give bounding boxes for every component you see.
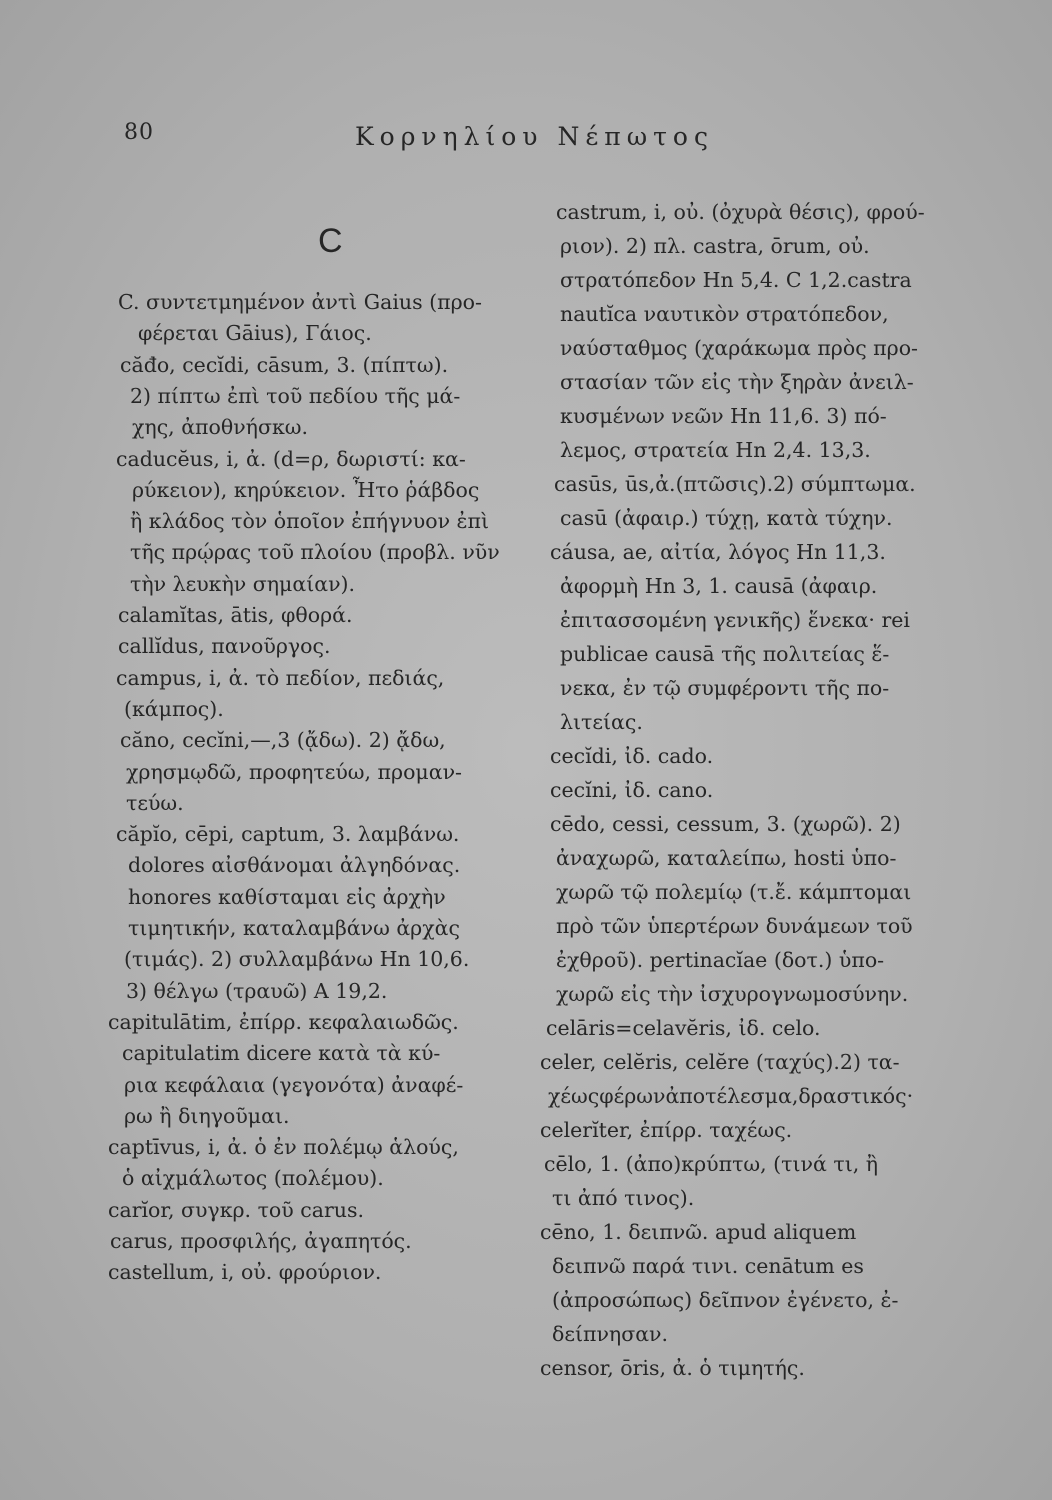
text-line: publicae causā τῆς πολιτείας ἕ-: [560, 642, 890, 666]
text-line: (ἀπροσώπως) δεῖπνον ἐγένετο, ἐ-: [552, 1288, 899, 1312]
text-line: căno, cecĭni,—,3 (ᾄδω). 2) ᾄδω,: [120, 728, 446, 753]
text-line: capitulātim, ἐπίρρ. κεφαλαιωδῶς.: [108, 1009, 459, 1034]
text-line: χης, ἀποθνήσκω.: [132, 415, 309, 440]
text-line: honores καθίσταμαι εἰς ἀρχὴν: [128, 884, 446, 909]
text-line: ὁ αἰχμάλωτος (πολέμου).: [122, 1166, 384, 1191]
text-line: λεμος, στρατεία Hn 2,4. 13,3.: [560, 438, 871, 462]
text-line: στρατόπεδον Hn 5,4. C 1,2.castra: [560, 268, 912, 292]
text-line: celer, celĕris, celĕre (ταχύς).2) τα-: [540, 1050, 900, 1074]
text-line: calamĭtas, ātis, φθορά.: [118, 603, 353, 627]
text-line: δείπνησαν.: [552, 1322, 669, 1346]
text-line: cēlo, 1. (ἀπο)κρύπτω, (τινά τι, ἢ: [544, 1152, 879, 1176]
text-line: nautĭca ναυτικὸν στρατόπεδον,: [560, 302, 889, 326]
text-line: πρὸ τῶν ὑπερτέρων δυνάμεων τοῦ: [556, 914, 913, 938]
text-line: ρύκειον), κηρύκειον. Ἦτο ῥάβδος: [132, 477, 480, 502]
text-line: ρια κεφάλαια (γεγονότα) ἀναφέ-: [124, 1072, 464, 1097]
text-line: cáusa, ae, αἰτία, λόγος Hn 11,3.: [550, 540, 886, 564]
text-line: carĭor, συγκρ. τοῦ carus.: [108, 1197, 364, 1222]
text-line: capitulatim dicere κατὰ τὰ κύ-: [122, 1041, 441, 1066]
text-line: censor, ōris, ἀ. ὁ τιμητής.: [540, 1356, 805, 1380]
text-line: ριον). 2) πλ. castra, ōrum, οὐ.: [560, 234, 870, 258]
text-line: (τιμάς). 2) συλλαμβάνω Hn 10,6.: [124, 947, 470, 972]
text-line: (κάμπος).: [124, 696, 224, 721]
text-line: castellum, i, οὐ. φρούριον.: [108, 1260, 382, 1285]
text-line: ναύσταθμος (χαράκωμα πρὸς προ-: [560, 336, 918, 360]
text-line: χωρῶ εἰς τὴν ἰσχυρογνωμοσύνην.: [556, 982, 909, 1006]
text-line: castrum, i, οὐ. (ὀχυρὰ θέσις), φρού-: [556, 200, 925, 224]
text-line: cecĭni, ἰδ. cano.: [550, 778, 714, 802]
text-line: τεύω.: [126, 790, 184, 815]
text-line: 2) πίπτω ἐπὶ τοῦ πεδίου τῆς μά-: [130, 383, 461, 408]
text-line: casū (ἀφαιρ.) τύχῃ, κατὰ τύχην.: [560, 506, 893, 530]
text-line: στασίαν τῶν εἰς τὴν ξηρὰν ἀνειλ-: [560, 370, 914, 394]
text-line: νεκα, ἐν τῷ συμφέροντι τῆς πο-: [560, 676, 890, 700]
text-line: celerĭter, ἐπίρρ. ταχέως.: [540, 1118, 793, 1142]
text-line: λιτείας.: [560, 710, 643, 734]
text-line: cēno, 1. δειπνῶ. apud aliquem: [540, 1220, 857, 1244]
text-line: ἢ κλάδος τὸν ὁποῖον ἐπήγνυον ἐπὶ: [130, 509, 490, 534]
text-line: C. συντετμημένον ἀντὶ Gaius (προ-: [118, 290, 482, 314]
text-line: captīvus, i, ἀ. ὁ ἐν πολέμῳ ἁλούς,: [108, 1135, 459, 1160]
text-line: campus, i, ἀ. τὸ πεδίον, πεδιάς,: [116, 665, 445, 690]
text-line: δειπνῶ παρά τινι. cenātum es: [552, 1254, 864, 1278]
text-line: χωρῶ τῷ πολεμίῳ (τ.ἔ. κάμπτομαι: [556, 880, 912, 904]
text-line: caducĕus, i, ἀ. (d=ρ, δωριστί: κα-: [116, 446, 466, 471]
text-line: χρησμῳδῶ, προφητεύω, προμαν-: [126, 759, 462, 784]
text-line: ρω ἢ διηγοῦμαι.: [124, 1103, 290, 1128]
text-line: 3) θέλγω (τραυῶ) A 19,2.: [126, 978, 388, 1003]
text-line: ἐπιτασσομένη γενικῆς) ἕνεκα· rei: [560, 608, 910, 632]
text-line: τὴν λευκὴν σημαίαν).: [130, 571, 356, 596]
text-line: căđo, cecĭdi, cāsum, 3. (πίπτω).: [120, 352, 449, 377]
text-line: celāris=celavĕris, ἰδ. celo.: [546, 1016, 821, 1040]
text-line: κυσμένων νεῶν Hn 11,6. 3) πό-: [560, 404, 887, 428]
text-line: căpĭo, cēpi, captum, 3. λαμβάνω.: [116, 822, 460, 847]
text-line: dolores αἰσθάνομαι ἀλγηδόνας.: [128, 853, 461, 878]
text-line: cēdo, cessi, cessum, 3. (χωρῶ). 2): [550, 812, 901, 836]
text-line: τῆς πρῴρας τοῦ πλοίου (προβλ. νῦν: [130, 540, 500, 565]
text-line: χέωςφέρωνἀποτέλεσμα,δραστικός·: [548, 1084, 914, 1108]
text-line: ἐχθροῦ). pertinacĭae (δοτ.) ὑπο-: [556, 948, 885, 972]
text-line: cecĭdi, ἰδ. cado.: [550, 744, 714, 768]
text-line: τιμητικήν, καταλαμβάνω ἀρχὰς: [128, 916, 460, 940]
text-line: ἀφορμὴ Hn 3, 1. causā (ἀφαιρ.: [560, 574, 878, 598]
text-line: τι ἀπό τινος).: [552, 1186, 695, 1210]
page-number: 80: [124, 120, 154, 145]
section-letter: C: [318, 222, 343, 260]
text-line: casūs, ūs,ἀ.(πτῶσις).2) σύμπτωμα.: [554, 472, 916, 496]
running-head: Κορνηλίου Νέπωτος: [355, 122, 714, 151]
text-line: callĭdus, πανοῦργος.: [118, 634, 331, 659]
text-line: φέρεται Gāius), Γάιος.: [138, 321, 372, 346]
text-line: ἀναχωρῶ, καταλείπω, hosti ὑπο-: [556, 846, 897, 870]
text-line: carus, προσφιλής, ἀγαπητός.: [110, 1229, 412, 1253]
